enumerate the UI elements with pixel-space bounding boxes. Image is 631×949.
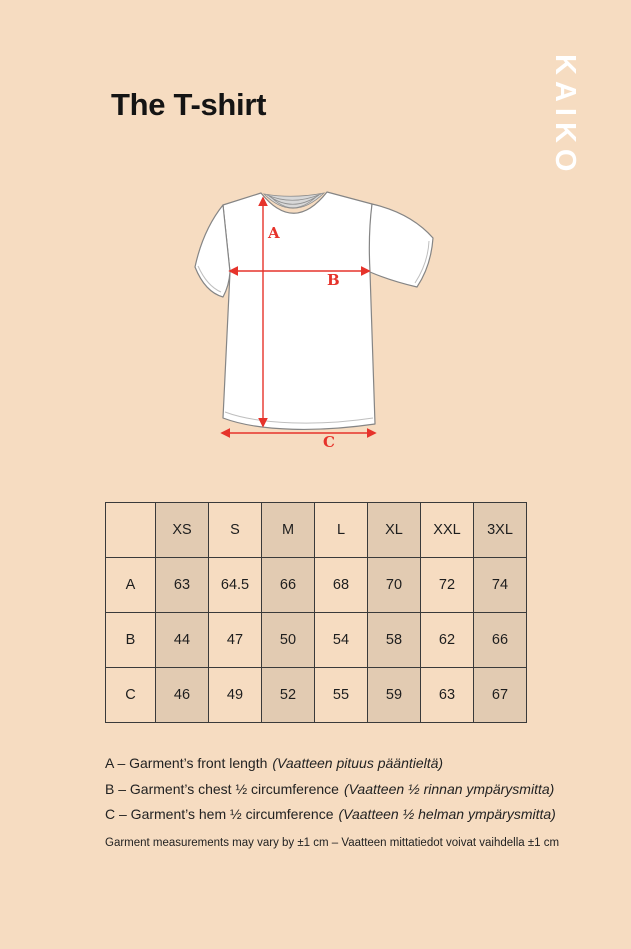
size-cell: 44 [156, 613, 209, 668]
size-cell: 59 [368, 668, 421, 723]
size-cell: 72 [421, 558, 474, 613]
size-cell: 58 [368, 613, 421, 668]
size-cell: 63 [156, 558, 209, 613]
size-header: M [262, 503, 315, 558]
row-label: A [106, 558, 156, 613]
size-header: L [315, 503, 368, 558]
legend-text-en: B – Garment’s chest ½ circumference [105, 780, 339, 797]
size-cell: 68 [315, 558, 368, 613]
tshirt-diagram [185, 180, 475, 452]
measure-label-c: C [323, 433, 335, 451]
measure-label-a: A [268, 224, 280, 242]
size-cell: 46 [156, 668, 209, 723]
size-cell: 67 [474, 668, 527, 723]
size-cell: 70 [368, 558, 421, 613]
tshirt-body [223, 192, 375, 429]
legend-text-fi: (Vaatteen ½ rinnan ympärysmitta) [343, 780, 555, 797]
legend-text-fi: (Vaatteen ½ helman ympärysmitta) [338, 806, 556, 822]
size-header: XXL [421, 503, 474, 558]
size-cell: 63 [421, 668, 474, 723]
measure-label-b: B [327, 271, 340, 289]
size-cell: 49 [209, 668, 262, 723]
legend-line-a [105, 751, 556, 777]
size-header: 3XL [474, 503, 527, 558]
size-table [105, 502, 527, 723]
legend-line-c [105, 802, 556, 828]
size-cell: 50 [262, 613, 315, 668]
size-cell: 55 [315, 668, 368, 723]
size-cell: 74 [474, 558, 527, 613]
size-cell: 66 [474, 613, 527, 668]
size-cell: 64.5 [209, 558, 262, 613]
size-cell: 47 [209, 613, 262, 668]
size-header: XL [368, 503, 421, 558]
row-label: B [106, 613, 156, 668]
tshirt-right-sleeve [369, 204, 433, 287]
measurement-legend [105, 751, 556, 828]
legend-line-b [105, 777, 556, 803]
size-cell: 62 [421, 613, 474, 668]
table-corner-cell [106, 503, 156, 558]
tshirt-left-sleeve [195, 205, 230, 297]
brand-logo: KAIKO [549, 54, 581, 178]
measurement-disclaimer: Garment measurements may vary by ±1 cm – Vaatteen mittatiedot voivat vaihdella ±1 cm [105, 837, 560, 849]
legend-text-en: A – Garment’s front length [105, 755, 268, 771]
size-cell: 66 [262, 558, 315, 613]
size-header: S [209, 503, 262, 558]
size-header: XS [156, 503, 209, 558]
size-cell: 54 [315, 613, 368, 668]
legend-text-fi: (Vaatteen pituus pääntieltä) [272, 755, 444, 771]
size-cell: 52 [262, 668, 315, 723]
legend-text-en: C – Garment’s hem ½ circumference [105, 806, 334, 822]
page-title: The T-shirt [111, 87, 267, 122]
row-label: C [106, 668, 156, 723]
